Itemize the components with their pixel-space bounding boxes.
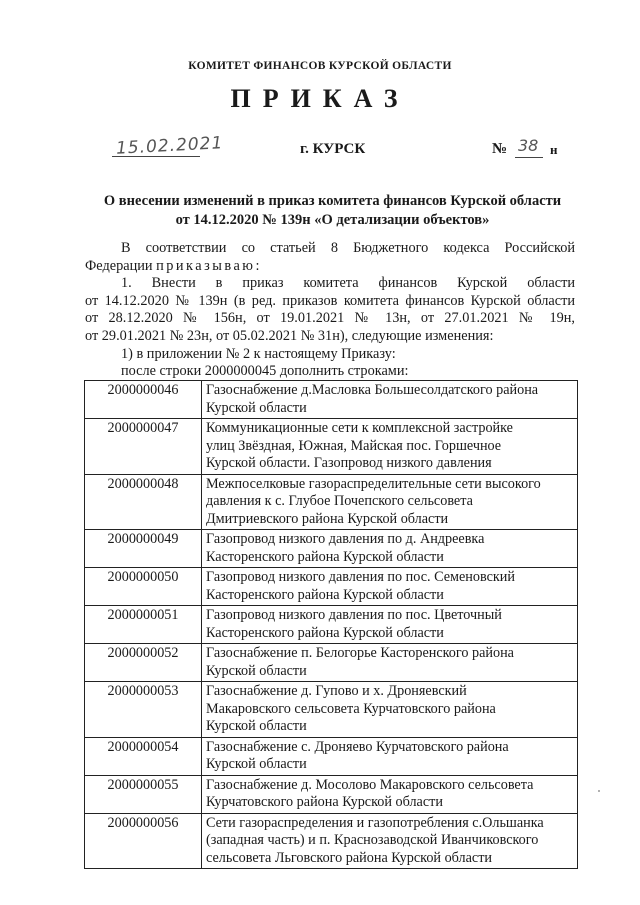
handwritten-number: 38 (518, 136, 539, 155)
object-name-line: Курчатовского района Курской области (206, 794, 443, 810)
table-row (85, 568, 578, 606)
table-row (85, 813, 578, 869)
object-name (202, 737, 578, 775)
object-name-line: Коммуникационные сети к комплексной застройке (206, 420, 513, 436)
paragraph-2-line-2: от 14.12.2020 № 139н (в ред. приказов комитета финансов Курской области (85, 292, 575, 309)
scan-speck (598, 790, 600, 792)
city: г. КУРСК (300, 141, 366, 157)
table-row (85, 682, 578, 738)
handwritten-date: 15.02.2021 (115, 133, 224, 159)
object-code: 2000000050 (85, 568, 202, 606)
table-row (85, 530, 578, 568)
table-row (85, 737, 578, 775)
paragraph-1-line-2 (85, 258, 575, 276)
document-meta (0, 133, 640, 166)
table-row (85, 419, 578, 475)
object-name (202, 644, 578, 682)
table-row (85, 474, 578, 530)
table-row (85, 606, 578, 644)
object-name-line: Курской области. Газопровод низкого давления (206, 455, 492, 471)
object-code: 2000000047 (85, 419, 202, 475)
object-name-line: Касторенского района Курской области (206, 548, 444, 565)
table-row (85, 381, 578, 419)
object-name (202, 813, 578, 869)
paragraph-1-line-1: В соответствии со статьей 8 Бюджетного кодекса Российской (121, 240, 575, 256)
subject-line-2: от 14.12.2020 № 139н «О детализации объектов» (175, 212, 490, 228)
paragraph-2-line-4: от 29.01.2021 № 23н, от 05.02.2021 № 31н), следующие изменения: (85, 327, 494, 344)
object-name-line: Газоснабжение с. Дроняево Курчатовского района (206, 738, 509, 755)
object-code: 2000000048 (85, 474, 202, 530)
object-name-line: Межпоселковые газораспределительные сети высокого (206, 475, 541, 492)
number-label: № (492, 141, 508, 157)
order-word: приказываю: (156, 257, 262, 274)
object-name (202, 775, 578, 813)
paragraph-4: после строки 2000000045 дополнить строками: (121, 363, 409, 380)
federation-word: Федерации (85, 257, 153, 274)
number-underline (515, 157, 543, 158)
objects-table (84, 380, 578, 869)
object-name-line: улиц Звёздная, Южная, Майская пос. Горшечное (206, 437, 502, 454)
date-underline (112, 156, 200, 157)
object-name (202, 682, 578, 738)
object-code: 2000000056 (85, 813, 202, 869)
object-code: 2000000046 (85, 381, 202, 419)
object-name-line: Газоснабжение д. Гупово и х. Дроняевский (206, 683, 467, 699)
object-name-line: Макаровского сельсовета Курчатовского района (206, 700, 496, 717)
paragraph-2-line-1: 1. Внести в приказ комитета финансов Курской области (121, 275, 575, 292)
object-code: 2000000054 (85, 737, 202, 775)
object-name-line: Касторенского района Курской области (206, 586, 444, 603)
object-name (202, 606, 578, 644)
object-name-line: Газоснабжение д.Масловка Большесолдатского района (206, 382, 539, 398)
paragraph-3: 1) в приложении № 2 к настоящему Приказу: (121, 345, 396, 362)
object-name-line: Дмитриевского района Курской области (206, 510, 449, 527)
object-name (202, 381, 578, 419)
object-name-line: сельсовета Льговского района Курской области (206, 849, 492, 866)
object-name-line: Сети газораспределения и газопотребления с.Ольшанка (206, 814, 544, 831)
number-suffix: н (550, 142, 558, 157)
object-name-line: Газопровод низкого давления по д. Андреевка (206, 531, 485, 547)
table-row (85, 644, 578, 682)
document-subject (85, 192, 580, 230)
object-name-line: Газоснабжение п. Белогорье Касторенского района (206, 645, 514, 661)
object-code: 2000000052 (85, 644, 202, 682)
object-name-line: Курской области (206, 718, 307, 734)
object-name-line: давления к с. Глубое Почепского сельсовета (206, 493, 473, 509)
object-code: 2000000051 (85, 606, 202, 644)
object-name-line: Курской области (206, 756, 307, 772)
object-code: 2000000049 (85, 530, 202, 568)
object-name-line: (западная часть) и п. Краснозаводской Иванчиковского (206, 832, 539, 848)
table-row (85, 775, 578, 813)
object-name-line: Газоснабжение д. Мосолово Макаровского сельсовета (206, 776, 534, 793)
object-name-line: Курской области (206, 662, 307, 679)
document-body (85, 240, 575, 381)
object-name-line: Курской области (206, 399, 307, 416)
subject-line-1: О внесении изменений в приказ комитета финансов Курской области (103, 193, 562, 209)
object-name-line: Газопровод низкого давления по пос. Семеновский (206, 569, 515, 585)
object-code: 2000000055 (85, 775, 202, 813)
object-name (202, 530, 578, 568)
object-name (202, 419, 578, 475)
object-name (202, 568, 578, 606)
document-title: ПРИКАЗ (230, 84, 410, 113)
paragraph-2-line-3: от 28.12.2020 № 156н, от 19.01.2021 № 13н, от 27.01.2021 № 19н, (85, 310, 575, 327)
object-name-line: Касторенского района Курской области (206, 624, 444, 641)
object-name (202, 474, 578, 530)
committee-name: КОМИТЕТ ФИНАНСОВ КУРСКОЙ ОБЛАСТИ (188, 60, 452, 72)
object-name-line: Газопровод низкого давления по пос. Цветочный (206, 607, 502, 623)
object-code: 2000000053 (85, 682, 202, 738)
